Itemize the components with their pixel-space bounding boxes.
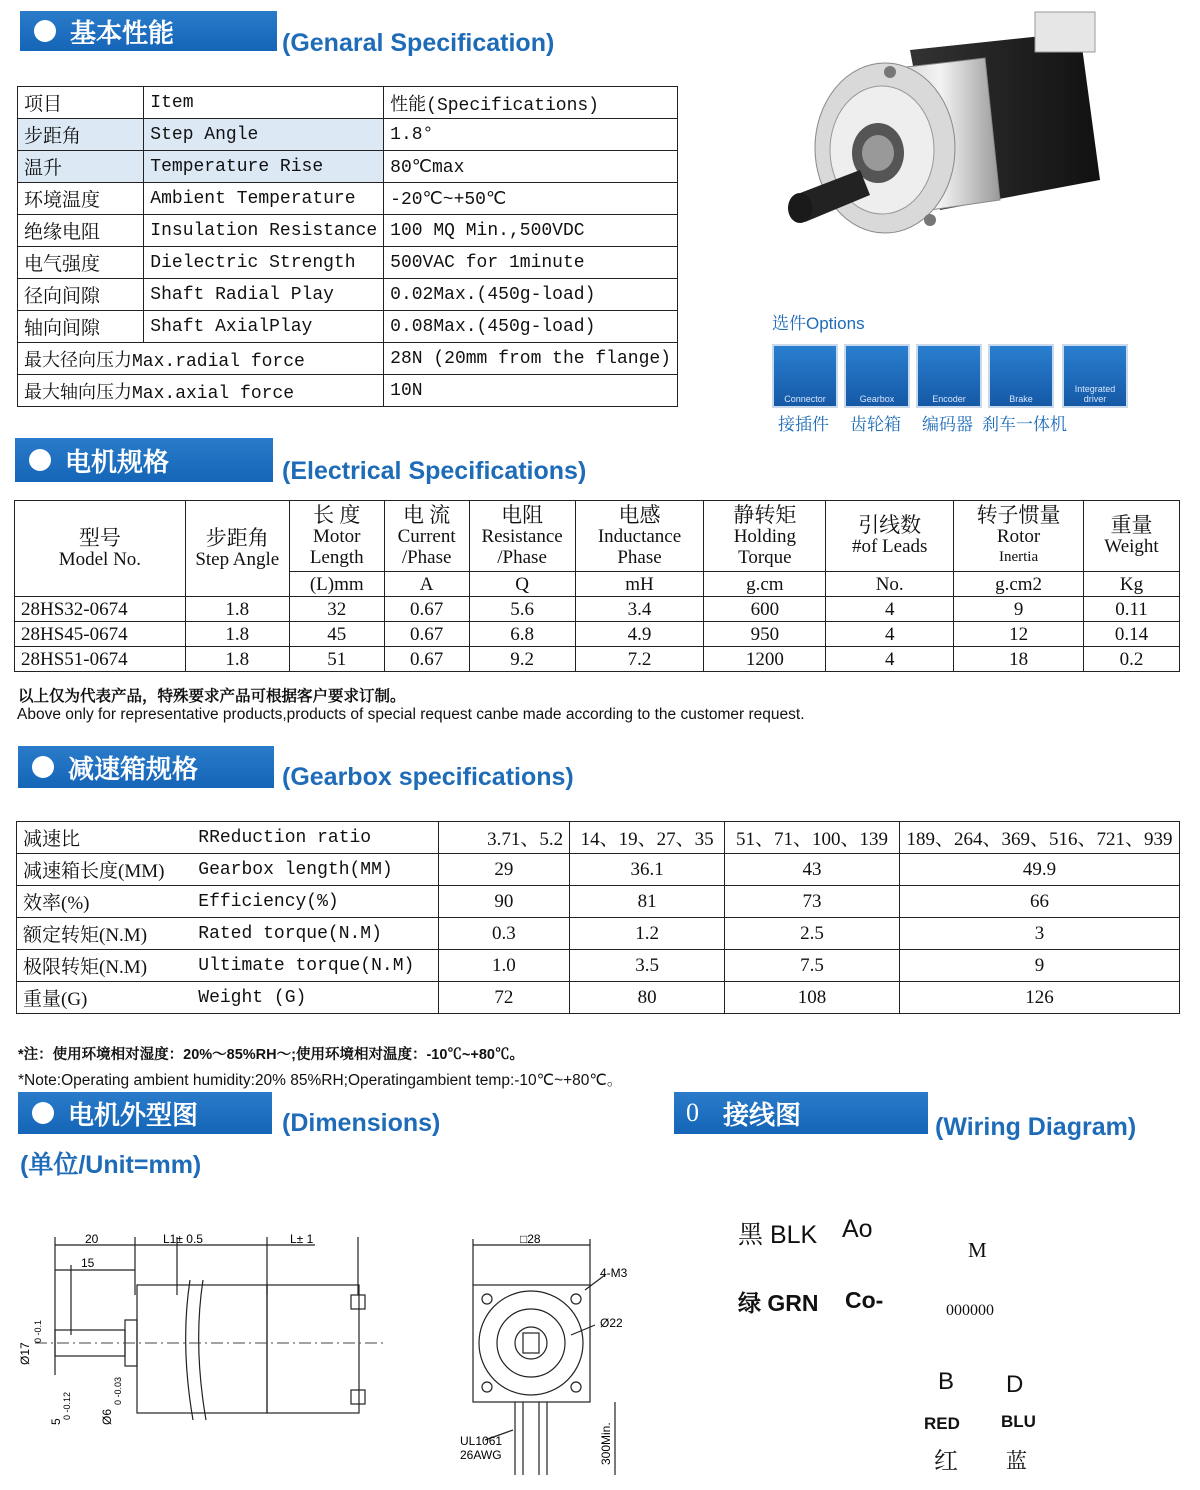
header-line: Inductance	[597, 525, 682, 547]
unit-cell: A	[384, 572, 469, 597]
section-title-cn: 电机外型图	[68, 1100, 199, 1131]
item-cn: 径向间隙	[18, 279, 144, 311]
section-title-en: (Electrical Specifications)	[282, 457, 587, 485]
unit-cell: No.	[826, 572, 954, 597]
general-row	[18, 183, 678, 215]
item-cn: 环境温度	[18, 183, 144, 215]
header-line: 电阻	[501, 502, 544, 527]
item-cn: 项目	[18, 87, 144, 119]
options-title: 选件Options	[772, 314, 865, 333]
item-value: 性能(Specifications)	[384, 87, 678, 119]
item-cn: 温升	[18, 151, 144, 183]
gearbox-value: 66	[899, 886, 1179, 918]
table-row	[15, 622, 1180, 647]
item-en: Step Angle	[144, 119, 384, 151]
gearbox-value: 3.5	[570, 950, 725, 982]
gearbox-item-en: RReduction ratio	[192, 822, 438, 854]
item-en: Item	[144, 87, 384, 119]
table-cell: 1.8	[185, 622, 289, 647]
option-cn-label: 接插件	[778, 415, 829, 434]
table-cell: 1.8	[185, 597, 289, 622]
section-title-cn: 电机规格	[65, 447, 170, 478]
header-line: Inertia	[998, 548, 1039, 565]
gearbox-row	[17, 822, 1180, 854]
dim-d6: Ø6	[100, 1408, 114, 1425]
dim-4m3: 4-M3	[600, 1266, 628, 1280]
table-cell: 6.8	[469, 622, 575, 647]
header-line: Torque	[738, 546, 792, 568]
gearbox-value: 3	[899, 918, 1179, 950]
dim-lead-length: 300Min.	[599, 1422, 613, 1465]
gearbox-value: 108	[725, 982, 900, 1014]
dim-d6-tol: 0 -0.03	[113, 1376, 123, 1405]
section-header-gearbox	[18, 746, 274, 788]
wire-grn-label: 绿 GRN	[738, 1290, 819, 1316]
side-view-drawing	[15, 1225, 415, 1485]
header-row	[15, 501, 1180, 572]
gearbox-value: 1.0	[438, 950, 570, 982]
gearbox-value: 7.5	[725, 950, 900, 982]
header-cell	[15, 501, 186, 597]
table-cell: 28HS45-0674	[15, 622, 186, 647]
table-cell: 51	[289, 647, 384, 672]
table-cell: 5.6	[469, 597, 575, 622]
dim-20: 20	[85, 1232, 99, 1246]
table-cell: 0.67	[384, 622, 469, 647]
header-line: 引线数	[858, 513, 922, 537]
gearbox-item-cn: 减速比	[17, 822, 193, 854]
item-value: 1.8°	[384, 119, 678, 151]
section-header-electrical	[15, 438, 273, 482]
header-cell	[185, 501, 289, 597]
motor-label: M	[968, 1238, 987, 1262]
item-label: 最大径向压力Max.radial force	[18, 343, 384, 375]
table-cell: 0.14	[1084, 622, 1180, 647]
table-cell: 32	[289, 597, 384, 622]
item-cn: 轴向间隙	[18, 311, 144, 343]
unit-label: (单位/Unit=mm)	[20, 1151, 202, 1179]
table-cell: 1200	[704, 647, 826, 672]
table-cell: 7.2	[575, 647, 704, 672]
electrical-note-cn: 以上仅为代表产品，特殊要求产品可根据客户要求订制。	[18, 688, 406, 705]
general-spec-table	[17, 86, 678, 407]
item-cn: 电气强度	[18, 247, 144, 279]
dim-d22: Ø22	[600, 1316, 623, 1330]
gearbox-value: 72	[438, 982, 570, 1014]
item-value: 80℃max	[384, 151, 678, 183]
option-connector-icon	[772, 344, 838, 408]
dim-5: 5	[49, 1418, 63, 1425]
gearbox-value: 73	[725, 886, 900, 918]
header-line: Weight	[1104, 536, 1159, 557]
motor-product-image	[770, 10, 1190, 255]
gearbox-item-cn: 额定转矩(N.M)	[17, 918, 193, 950]
gearbox-item-cn: 极限转矩(N.M)	[17, 950, 193, 982]
header-line: Motor	[312, 525, 361, 547]
gearbox-value: 43	[725, 854, 900, 886]
wire-blk-label: 黑 BLK	[738, 1221, 818, 1249]
table-cell: 9.2	[469, 647, 575, 672]
general-row	[18, 311, 678, 343]
header-cell	[469, 501, 575, 572]
header-line: Rotor	[996, 525, 1041, 547]
item-value: 500VAC for 1minute	[384, 247, 678, 279]
header-line: 静转矩	[733, 502, 797, 527]
unit-cell: g.cm	[704, 572, 826, 597]
option-cn-label: 刹车一体机	[982, 415, 1067, 434]
wire-blu-cn: 蓝	[1006, 1450, 1027, 1473]
header-line: 长 度	[313, 502, 361, 527]
gearbox-spec-table	[16, 821, 1180, 1014]
option-gearbox-icon	[844, 344, 910, 408]
item-en: Shaft Radial Play	[144, 279, 384, 311]
gearbox-value: 1.2	[570, 918, 725, 950]
option-label: Integrated driver	[1074, 384, 1116, 404]
gearbox-value: 0.3	[438, 918, 570, 950]
option-cn-label: 齿轮箱	[850, 415, 901, 434]
header-line: Phase	[617, 546, 662, 568]
header-cell	[289, 501, 384, 572]
gearbox-value: 2.5	[725, 918, 900, 950]
gearbox-value: 14、19、27、35	[570, 822, 725, 854]
item-en: Temperature Rise	[144, 151, 384, 183]
header-cell	[704, 501, 826, 572]
bullet-icon	[32, 756, 54, 778]
gearbox-value: 49.9	[899, 854, 1179, 886]
gearbox-item-cn: 重量(G)	[17, 982, 193, 1014]
item-value: 10N	[384, 375, 678, 407]
header-cell	[954, 501, 1084, 572]
table-cell: 28HS51-0674	[15, 647, 186, 672]
electrical-note-en: Above only for representative products,products of special request canbe made according to the customer request.	[17, 706, 805, 723]
gearbox-value: 36.1	[570, 854, 725, 886]
gearbox-value: 51、71、100、139	[725, 822, 900, 854]
header-line: Resistance	[481, 525, 563, 547]
unit-cell: Q	[469, 572, 575, 597]
gearbox-value: 81	[570, 886, 725, 918]
wire-blu-label: BLU	[1001, 1412, 1036, 1431]
option-encoder-icon	[916, 344, 982, 408]
general-row	[18, 375, 678, 407]
dim-square-28: □28	[520, 1232, 541, 1246]
item-value: -20℃~+50℃	[384, 183, 678, 215]
table-cell: 18	[954, 647, 1084, 672]
section-title-en: (Genaral Specification)	[282, 29, 555, 57]
general-row	[18, 247, 678, 279]
dim-15: 15	[81, 1256, 95, 1270]
section-header-dimensions	[18, 1092, 272, 1134]
bullet-icon	[34, 20, 56, 42]
header-line: 电感	[618, 502, 661, 527]
item-en: Dielectric Strength	[144, 247, 384, 279]
section-title-en: (Gearbox specifications)	[282, 763, 574, 791]
header-line: 步距角	[205, 525, 269, 550]
table-cell: 4	[826, 622, 954, 647]
front-view-drawing	[445, 1225, 660, 1485]
general-row	[18, 151, 678, 183]
unit-cell: g.cm2	[954, 572, 1084, 597]
gearbox-item-cn: 效率(%)	[17, 886, 193, 918]
general-row	[18, 279, 678, 311]
table-cell: 4.9	[575, 622, 704, 647]
dim-5-tol: 0 -0.12	[62, 1391, 72, 1420]
header-line: /Phase	[401, 546, 452, 568]
gearbox-item-en: Efficiency(%)	[192, 886, 438, 918]
gearbox-value: 126	[899, 982, 1179, 1014]
wire-ul: UL1061	[460, 1434, 503, 1448]
header-line: Step Angle	[195, 548, 280, 570]
gearbox-row	[17, 950, 1180, 982]
section-title-en: (Dimensions)	[282, 1109, 441, 1137]
section-title-cn: 基本性能	[70, 18, 175, 49]
wiring-marker: 0	[686, 1098, 699, 1127]
table-cell: 45	[289, 622, 384, 647]
wire-awg: 26AWG	[460, 1448, 502, 1462]
item-value: 0.08Max.(450g-load)	[384, 311, 678, 343]
gearbox-value: 3.71、5.2	[438, 822, 570, 854]
section-title-en: (Wiring Diagram)	[935, 1113, 1137, 1141]
header-cell	[575, 501, 704, 572]
option-label: Brake	[1009, 394, 1033, 404]
dim-l1: L1± 0.5	[163, 1232, 203, 1246]
gearbox-note-en: *Note:Operating ambient humidity:20% 85%RH;Operatingambient temp:-10℃~+80℃。	[18, 1072, 623, 1089]
header-cell	[1084, 501, 1180, 572]
option-cn-label: 编码器	[922, 415, 973, 434]
gearbox-item-en: Gearbox length(MM)	[192, 854, 438, 886]
gearbox-item-en: Weight (G)	[192, 982, 438, 1014]
header-cell	[826, 501, 954, 572]
dim-d17-tol: 0 -0.1	[33, 1319, 43, 1343]
gearbox-row	[17, 918, 1180, 950]
wire-d-label: D	[1006, 1371, 1024, 1398]
table-cell: 4	[826, 647, 954, 672]
general-row	[18, 343, 678, 375]
electrical-spec-table	[14, 500, 1180, 672]
unit-cell: Kg	[1084, 572, 1180, 597]
table-cell: 28HS32-0674	[15, 597, 186, 622]
option-label: Connector	[784, 394, 826, 404]
gearbox-item-en: Rated torque(N.M)	[192, 918, 438, 950]
option-label: Gearbox	[859, 394, 895, 404]
coil-symbol: 000000	[946, 1302, 994, 1319]
section-header-wiring	[674, 1092, 928, 1134]
table-cell: 950	[704, 622, 826, 647]
bullet-icon	[29, 449, 51, 471]
header-line: 型号	[78, 525, 121, 550]
table-cell: 12	[954, 622, 1084, 647]
section-title-cn: 减速箱规格	[68, 754, 199, 785]
header-line: Current	[397, 525, 456, 547]
dim-l: L± 1	[290, 1232, 314, 1246]
bullet-icon	[32, 1102, 54, 1124]
item-label: 最大轴向压力Max.axial force	[18, 375, 384, 407]
table-cell: 9	[954, 597, 1084, 622]
option-brake-icon	[988, 344, 1054, 408]
header-line: Length	[309, 546, 364, 568]
gearbox-note-cn: *注：使用环境相对湿度：20%～85%RH～;使用环境相对温度：-10℃~+80℃。	[18, 1047, 524, 1063]
gearbox-row	[17, 982, 1180, 1014]
table-cell: 0.2	[1084, 647, 1180, 672]
item-cn: 步距角	[18, 119, 144, 151]
header-line: Model No.	[58, 548, 142, 570]
gearbox-row	[17, 854, 1180, 886]
wire-ao-label: Ao	[842, 1215, 873, 1243]
option-integrated-driver-icon	[1062, 344, 1128, 408]
gearbox-value: 189、264、369、516、721、939	[899, 822, 1179, 854]
item-cn: 绝缘电阻	[18, 215, 144, 247]
wire-red-label: RED	[924, 1414, 960, 1433]
table-cell: 0.11	[1084, 597, 1180, 622]
header-line: #of Leads	[851, 536, 928, 557]
header-line: 重量	[1110, 513, 1153, 537]
gearbox-value: 90	[438, 886, 570, 918]
gearbox-item-en: Ultimate torque(N.M)	[192, 950, 438, 982]
general-row	[18, 119, 678, 151]
item-en: Ambient Temperature	[144, 183, 384, 215]
header-line: Holding	[733, 525, 796, 547]
header-line: /Phase	[497, 546, 547, 568]
gearbox-value: 80	[570, 982, 725, 1014]
general-row	[18, 87, 678, 119]
table-cell: 600	[704, 597, 826, 622]
table-row	[15, 597, 1180, 622]
unit-cell: (L)mm	[289, 572, 384, 597]
table-cell: 0.67	[384, 597, 469, 622]
option-label: Encoder	[932, 394, 966, 404]
wire-co-label: Co-	[845, 1287, 884, 1313]
header-line: 电 流	[403, 502, 451, 527]
item-value: 0.02Max.(450g-load)	[384, 279, 678, 311]
wire-b-label: B	[938, 1368, 955, 1395]
unit-cell: mH	[575, 572, 704, 597]
header-line: 转子惯量	[976, 502, 1061, 527]
section-header-general	[20, 11, 277, 51]
item-en: Shaft AxialPlay	[144, 311, 384, 343]
table-row	[15, 647, 1180, 672]
table-cell: 1.8	[185, 647, 289, 672]
section-title-cn: 接线图	[723, 1100, 802, 1131]
general-row	[18, 215, 678, 247]
item-value: 100 MQ Min.,500VDC	[384, 215, 678, 247]
gearbox-value: 9	[899, 950, 1179, 982]
table-cell: 4	[826, 597, 954, 622]
dim-d17: Ø17	[18, 1342, 32, 1365]
header-cell	[384, 501, 469, 572]
item-en: Insulation Resistance	[144, 215, 384, 247]
table-cell: 0.67	[384, 647, 469, 672]
gearbox-row	[17, 886, 1180, 918]
gearbox-item-cn: 减速箱长度(MM)	[17, 854, 193, 886]
item-value: 28N (20mm from the flange)	[384, 343, 678, 375]
table-cell: 3.4	[575, 597, 704, 622]
wire-red-cn: 红	[934, 1448, 958, 1475]
gearbox-value: 29	[438, 854, 570, 886]
